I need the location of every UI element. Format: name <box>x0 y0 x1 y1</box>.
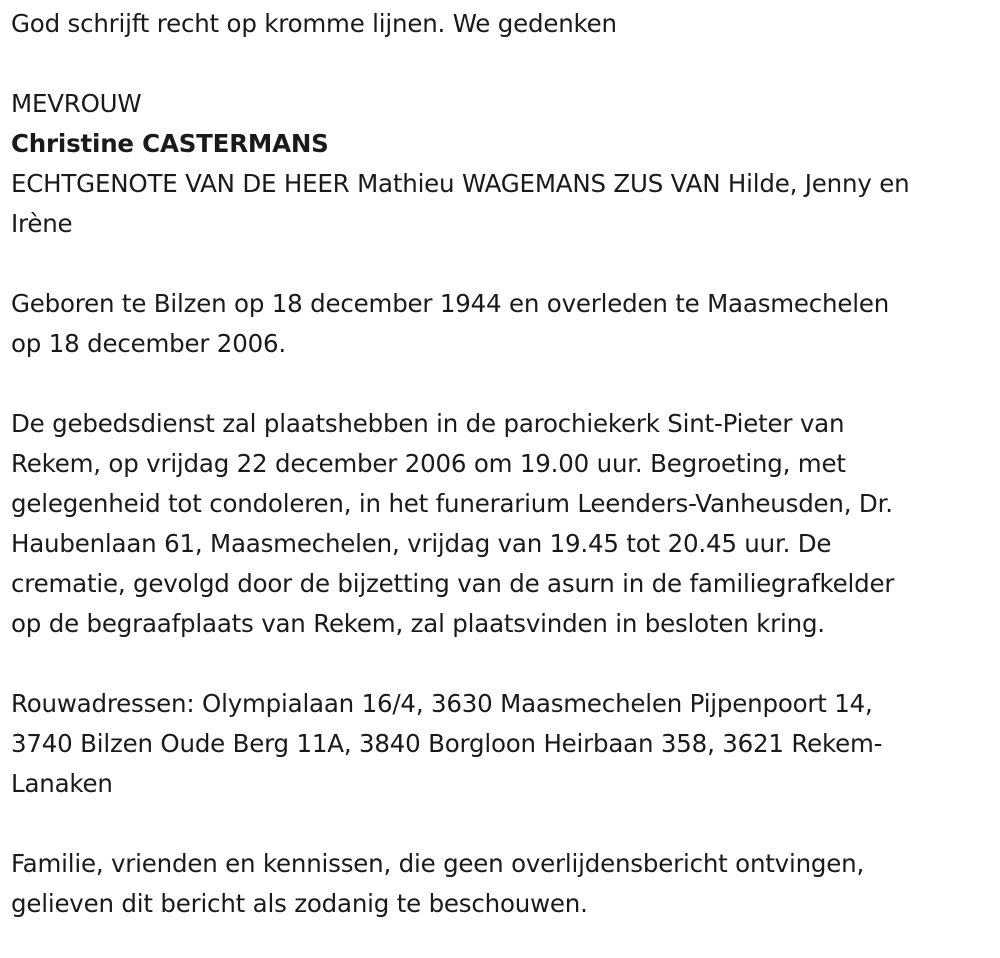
spacer <box>11 244 994 284</box>
service-section <box>11 404 994 644</box>
service-line: Rekem, op vrijdag 22 december 2006 om 19.00 uur. Begroeting, met <box>11 449 846 478</box>
opening-section <box>11 0 994 44</box>
closing-line: Familie, vrienden en kennissen, die geen overlijdensbericht ontvingen, <box>11 849 865 878</box>
address-section <box>11 684 994 804</box>
deceased-name: Christine CASTERMANS <box>11 129 329 158</box>
relations-line: Irène <box>11 209 73 238</box>
address-line: Rouwadressen: Olympialaan 16/4, 3630 Maasmechelen Pijpenpoort 14, <box>11 689 873 718</box>
address-line: Lanaken <box>11 769 113 798</box>
birth-death-line: Geboren te Bilzen op 18 december 1944 en overleden te Maasmechelen <box>11 289 890 318</box>
service-line: op de begraafplaats van Rekem, zal plaatsvinden in besloten kring. <box>11 609 825 638</box>
relations-line: ECHTGENOTE VAN DE HEER Mathieu WAGEMANS ZUS VAN Hilde, Jenny en <box>11 169 910 198</box>
birth-death-line: op 18 december 2006. <box>11 329 286 358</box>
closing-section <box>11 844 994 924</box>
heading-section <box>11 84 994 244</box>
address-line: 3740 Bilzen Oude Berg 11A, 3840 Borgloon Heirbaan 358, 3621 Rekem- <box>11 729 883 758</box>
service-line: gelegenheid tot condoleren, in het funerarium Leenders-Vanheusden, Dr. <box>11 489 893 518</box>
spacer <box>11 644 994 684</box>
spacer <box>11 44 994 84</box>
service-line: crematie, gevolgd door de bijzetting van de asurn in de familiegrafkelder <box>11 569 895 598</box>
service-line: De gebedsdienst zal plaatshebben in de parochiekerk Sint-Pieter van <box>11 409 845 438</box>
birth-death-section <box>11 284 994 364</box>
closing-line: gelieven dit bericht als zodanig te beschouwen. <box>11 889 588 918</box>
spacer <box>11 364 994 404</box>
opening-line: God schrijft recht op kromme lijnen. We gedenken <box>11 9 617 38</box>
service-line: Haubenlaan 61, Maasmechelen, vrijdag van 19.45 tot 20.45 uur. De <box>11 529 832 558</box>
honorific-title: MEVROUW <box>11 89 142 118</box>
spacer <box>11 804 994 844</box>
